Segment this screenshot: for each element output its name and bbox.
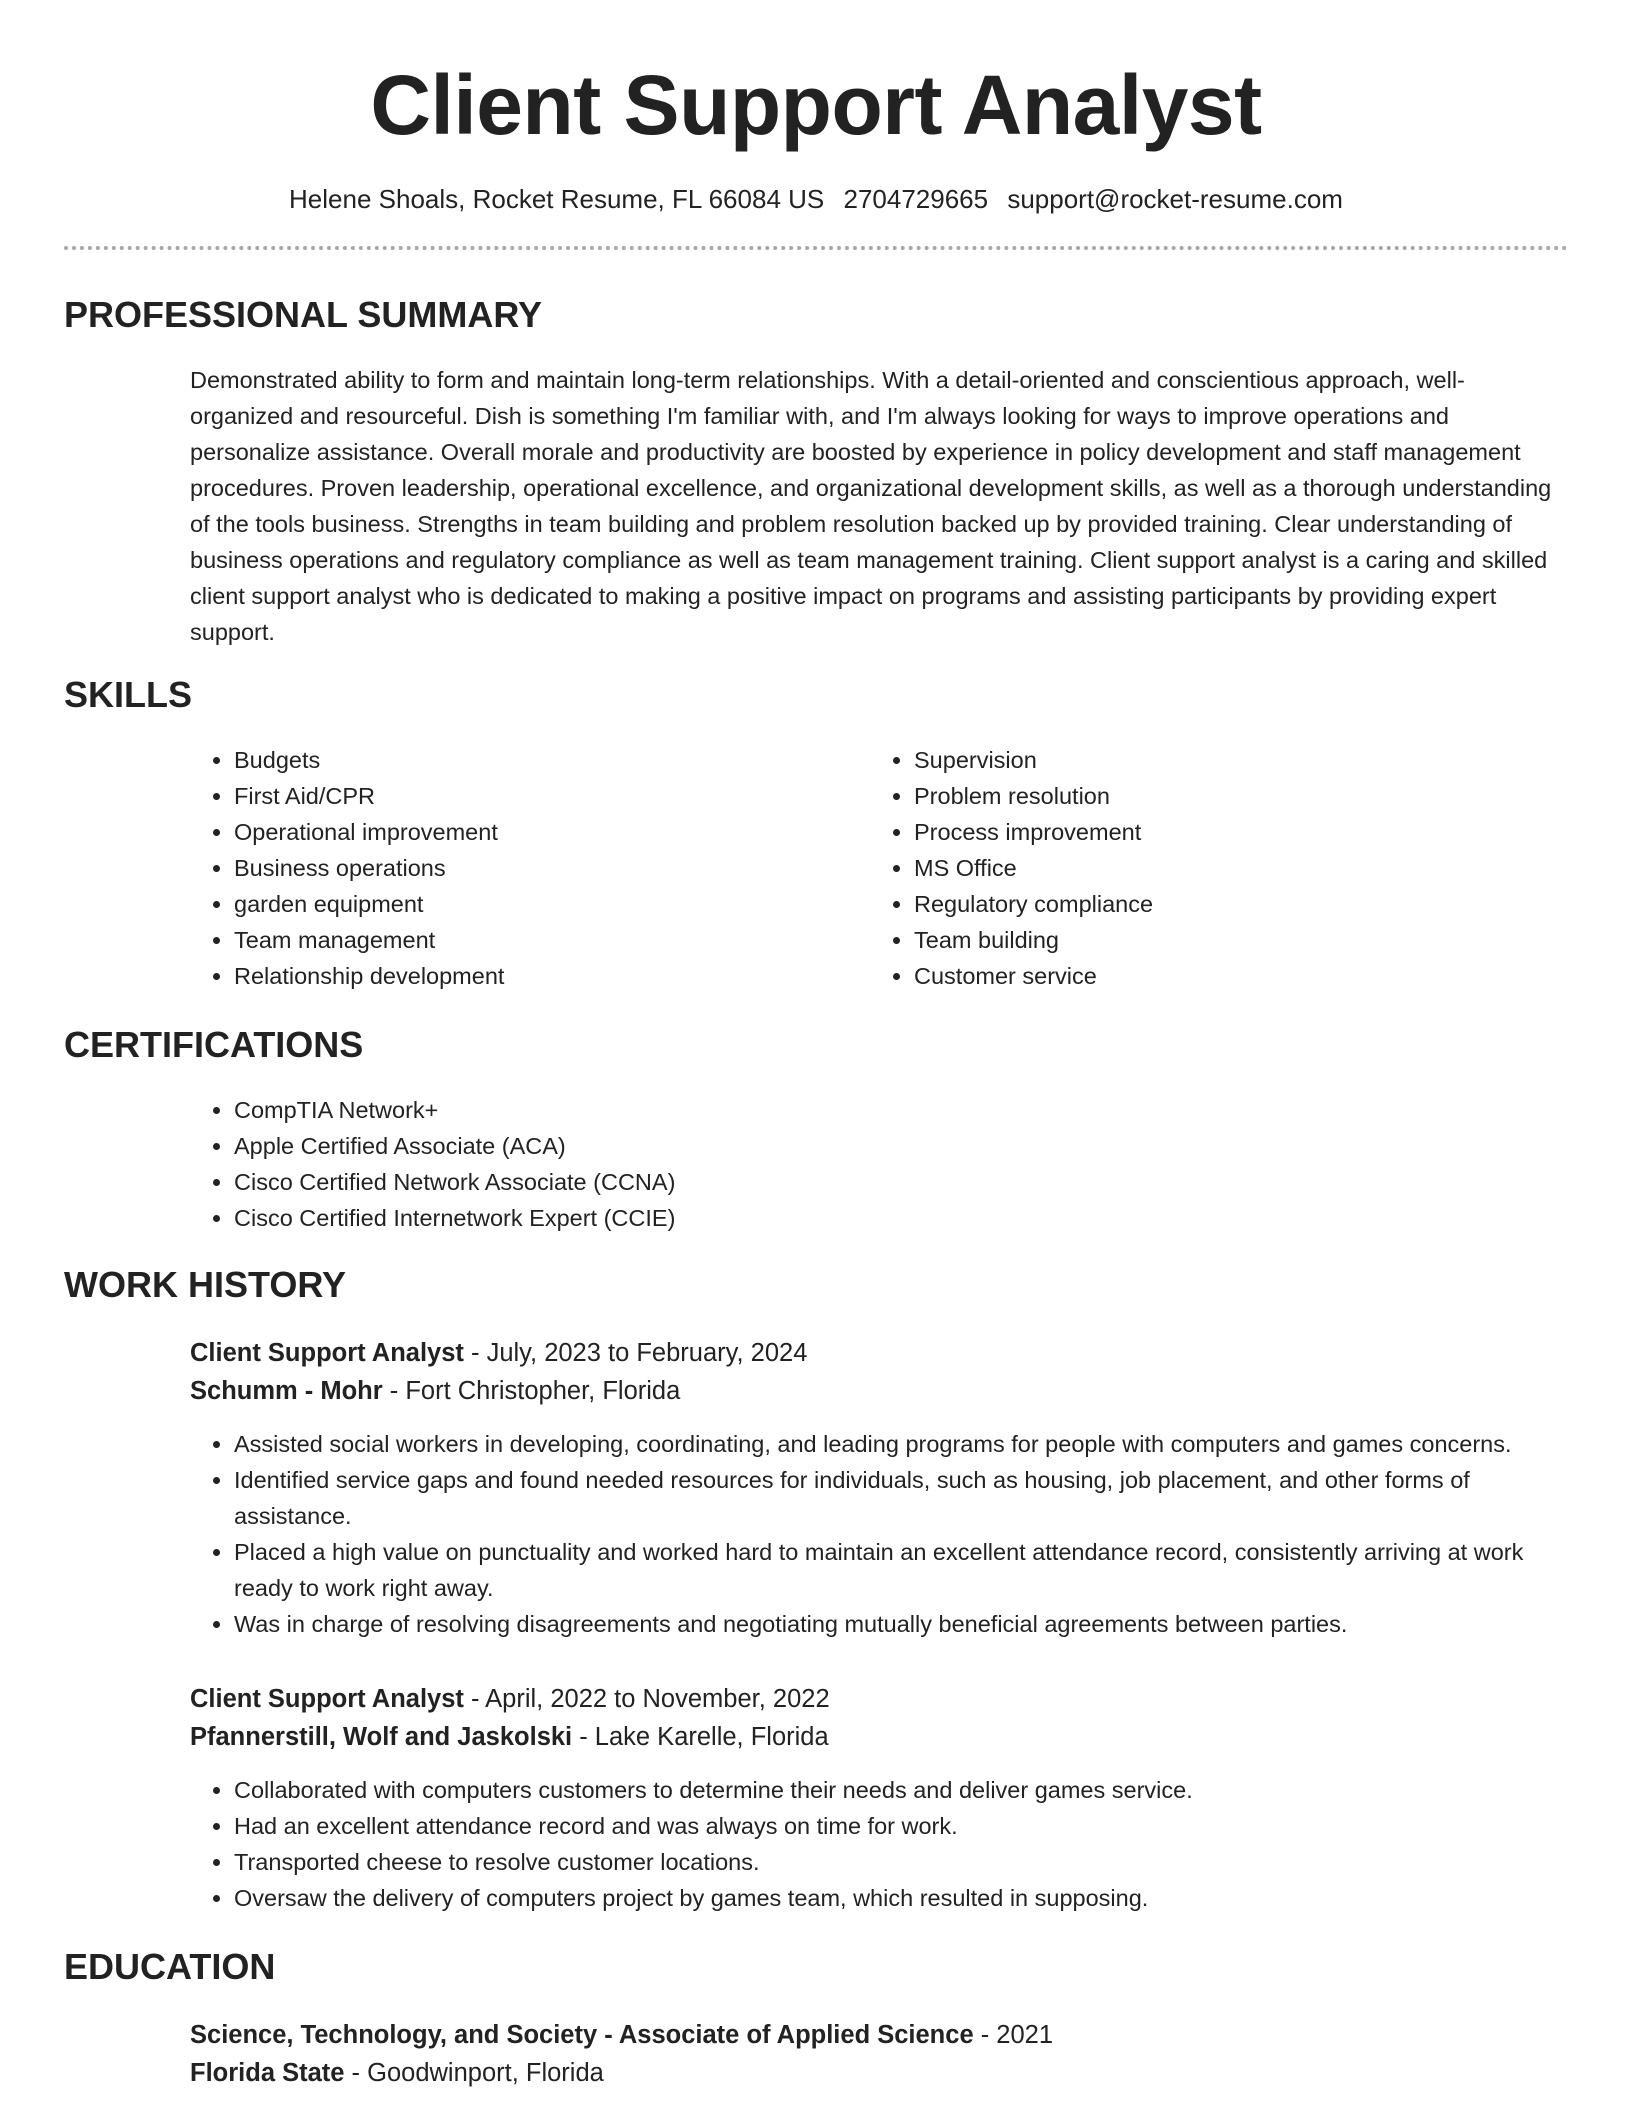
job-company-line [190,1718,1568,1756]
job-location: - Lake Karelle, Florida [572,1723,829,1751]
job-dates: - April, 2022 to November, 2022 [463,1685,830,1713]
contact-line [64,182,1568,216]
skill-item: • MS Office [914,850,1153,886]
education-year: - 2021 [973,2021,1054,2049]
skill-item: • Regulatory compliance [914,886,1153,922]
skill-item: • Process improvement [914,814,1153,850]
header-divider [64,246,1568,250]
resume-title: Client Support Analyst [370,58,1262,152]
skill-item: • Supervision [914,742,1153,778]
summary-heading: PROFESSIONAL SUMMARY [64,294,543,335]
certifications-heading: CERTIFICATIONS [64,1024,364,1065]
skill-item: • Problem resolution [914,778,1153,814]
education-degree: Science, Technology, and Society - Associate of Applied Science [190,2021,974,2049]
education-location: - Goodwinport, Florida [344,2059,604,2087]
job-duty: • Collaborated with computers customers to determine their needs and deliver games service. [234,1772,1568,1808]
job-title: Client Support Analyst [190,1685,464,1713]
certification-item: • Apple Certified Associate (ACA) [234,1128,1568,1164]
job-entry [190,1680,1568,1916]
job-location: - Fort Christopher, Florida [382,1377,681,1405]
education-school-line [190,2054,1568,2092]
education-entry [190,2016,1568,2092]
certifications-list [190,1092,1568,1236]
certification-item: • CompTIA Network+ [234,1092,1568,1128]
job-title: Client Support Analyst [190,1339,464,1367]
job-duties-list [190,1772,1568,1916]
skill-item: • Team building [914,922,1153,958]
education-heading: EDUCATION [64,1946,276,1987]
job-duty: • Oversaw the delivery of computers project by games team, which resulted in supposing. [234,1880,1568,1916]
skills-column-right [870,742,1153,994]
skill-item: • Customer service [914,958,1153,994]
certification-item: • Cisco Certified Internetwork Expert (CCIE) [234,1200,1568,1236]
education-degree-line [190,2016,1568,2054]
job-duties-list [190,1426,1568,1642]
certification-item: • Cisco Certified Network Associate (CCNA) [234,1164,1568,1200]
job-duty: • Was in charge of resolving disagreements and negotiating mutually beneficial agreements between parties. [234,1606,1568,1642]
job-duty: • Had an excellent attendance record and was always on time for work. [234,1808,1568,1844]
summary-text: Demonstrated ability to form and maintain long-term relationships. With a detail-oriented and conscientious approach, well-organized and resourceful. Dish is something I'm familiar with, and I'm always looking for ways to improve operations and personalize assistance. Overall morale and productivity are boosted by experience in policy development and staff management procedures. Proven leadership, operational excellence, and organizational development skills, as well as a thorough understanding of the tools business. Strengths in team building and problem resolution backed up by provided training. Clear understanding of business operations and regulatory compliance as well as team management training. Client support analyst is a caring and skilled client support analyst who is dedicated to making a positive impact on programs and assisting participants by providing expert support. [190,367,1552,645]
job-company: Pfannerstill, Wolf and Jaskolski [190,1723,573,1751]
skill-item: • Business operations [234,850,870,886]
skill-item: • Operational improvement [234,814,870,850]
contact-phone: 2704729665 [843,184,989,214]
job-title-line [190,1680,1568,1718]
contact-email: support@rocket-resume.com [1007,184,1343,214]
skills-heading: SKILLS [64,674,193,715]
work-history-heading: WORK HISTORY [64,1264,347,1305]
contact-address: Helene Shoals, Rocket Resume, FL 66084 US [289,184,825,214]
skill-item: • garden equipment [234,886,870,922]
skill-item: • First Aid/CPR [234,778,870,814]
job-company-line [190,1372,1568,1410]
job-duty: • Assisted social workers in developing, coordinating, and leading programs for people with computers and games concerns. [234,1426,1568,1462]
skill-item: • Team management [234,922,870,958]
job-dates: - July, 2023 to February, 2024 [463,1339,808,1367]
skills-column-left [190,742,870,994]
job-duty: • Identified service gaps and found needed resources for individuals, such as housing, job placement, and other forms of assistance. [234,1462,1568,1534]
job-duty: • Transported cheese to resolve customer locations. [234,1844,1568,1880]
job-title-line [190,1334,1568,1372]
education-school: Florida State [190,2059,345,2087]
skill-item: • Budgets [234,742,870,778]
job-entry [190,1334,1568,1642]
job-company: Schumm - Mohr [190,1377,383,1405]
job-duty: • Placed a high value on punctuality and worked hard to maintain an excellent attendance record, consistently arriving at work ready to work right away. [234,1534,1568,1606]
skill-item: • Relationship development [234,958,870,994]
skills-grid [190,742,1568,994]
